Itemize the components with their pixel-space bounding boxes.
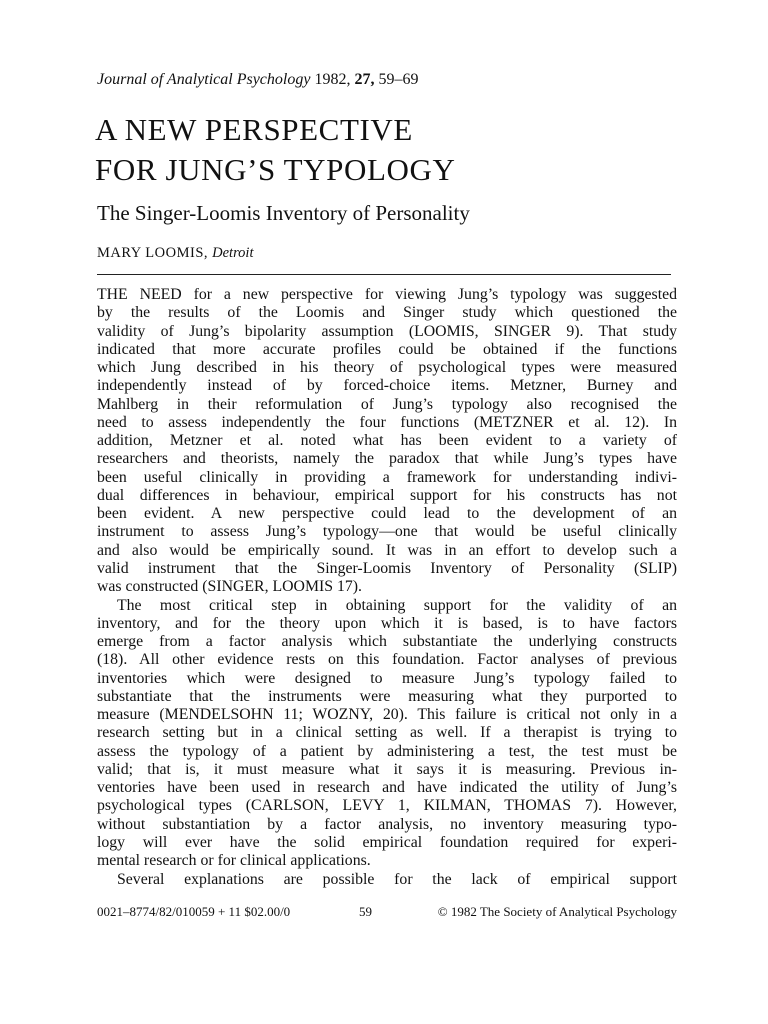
journal-citation [97, 70, 418, 90]
article-body [97, 286, 677, 889]
journal-pages: 59–69 [378, 71, 419, 88]
body-line: research setting but in a clinical setting as well. If a therapist is trying to [97, 724, 677, 742]
author-name: MARY LOOMIS, [97, 245, 209, 261]
body-line: valid; that is, it must measure what it says it is measuring. Previous in- [97, 760, 677, 778]
body-line: and also would be empirically sound. It was in an effort to develop such a [97, 541, 677, 559]
body-line: substantiate that the instruments were measuring what they purported to [97, 687, 677, 705]
article-subtitle: The Singer-Loomis Inventory of Personality [97, 201, 470, 225]
journal-year: 1982, [314, 71, 351, 88]
body-line: validity of Jung’s bipolarity assumption (LOOMIS, SINGER 9). That study [97, 322, 677, 340]
body-line: inventories which were designed to measure Jung’s typology failed to [97, 669, 677, 687]
body-line: (18). All other evidence rests on this foundation. Factor analyses of previous [97, 651, 677, 669]
issn-price: 0021–8774/82/010059 + 11 $02.00/0 [97, 904, 291, 919]
body-line: inventory, and for the theory upon which it is based, is to have factors [97, 614, 677, 632]
body-line: Mahlberg in their reformulation of Jung’s typology also recognised the [97, 395, 677, 413]
body-line: indicated that more accurate profiles could be obtained if the functions [97, 340, 677, 358]
body-line: The most critical step in obtaining support for the validity of an [117, 596, 677, 614]
body-line: assess the typology of a patient by administering a test, the test must be [97, 742, 677, 760]
journal-volume: 27, [354, 71, 375, 88]
body-line: dual differences in behaviour, empirical support for his constructs has not [97, 486, 677, 504]
body-line: been evident. A new perspective could lead to the development of an [97, 505, 677, 523]
body-line: emerge from a factor analysis which substantiate the underlying constructs [97, 633, 677, 651]
page-number: 59 [359, 904, 372, 919]
body-line: by the results of the Loomis and Singer study which questioned the [97, 304, 677, 322]
author-location: Detroit [212, 245, 254, 261]
body-line: Several explanations are possible for the lack of empirical support [117, 870, 677, 888]
body-line: researchers and theorists, namely the paradox that while Jung’s types have [97, 450, 677, 468]
article-title-line-1: A NEW PERSPECTIVE [95, 112, 413, 147]
title-divider [97, 274, 671, 275]
body-line: logy will ever have the solid empirical foundation required for experi- [97, 833, 677, 851]
author-byline [97, 243, 254, 263]
body-line: psychological types (CARLSON, LEVY 1, KILMAN, THOMAS 7). However, [97, 797, 677, 815]
body-line: instrument to assess Jung’s typology—one that would be useful clinically [97, 523, 677, 541]
body-line: ventories have been used in research and have indicated the utility of Jung’s [97, 779, 677, 797]
body-line: been useful clinically in providing a framework for understanding indivi- [97, 468, 677, 486]
body-line: need to assess independently the four functions (METZNER et al. 12). In [97, 413, 677, 431]
article-title [95, 110, 455, 190]
body-line: measure (MENDELSOHN 11; WOZNY, 20). This failure is critical not only in a [97, 706, 677, 724]
body-line: was constructed (SINGER, LOOMIS 17). [97, 578, 362, 596]
body-line: mental research or for clinical applications. [97, 852, 371, 870]
body-line: addition, Metzner et al. noted what has been evident to a variety of [97, 432, 677, 450]
body-line: THE NEED for a new perspective for viewing Jung’s typology was suggested [97, 286, 677, 303]
copyright-notice: © 1982 The Society of Analytical Psychology [437, 904, 677, 919]
body-line: without substantiation by a factor analysis, no inventory measuring typo- [97, 815, 677, 833]
body-line: independently instead of by forced-choice items. Metzner, Burney and [97, 377, 677, 395]
body-line: valid instrument that the Singer-Loomis Inventory of Personality (SLIP) [97, 559, 677, 577]
journal-name: Journal of Analytical Psychology [97, 71, 311, 88]
body-line: which Jung described in his theory of psychological types were measured [97, 359, 677, 377]
article-title-line-2: FOR JUNG’S TYPOLOGY [95, 152, 456, 187]
